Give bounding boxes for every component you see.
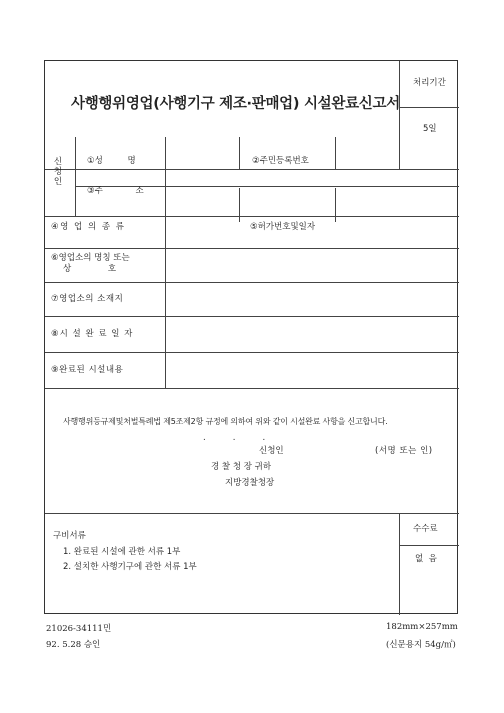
recipient-line-2: 지방경찰청장 xyxy=(225,478,275,488)
period-divider xyxy=(399,107,459,108)
attachments-heading: 구비서류 xyxy=(53,531,86,541)
processing-period-value: 5일 xyxy=(423,124,437,134)
title-divider xyxy=(399,61,400,169)
form-code: 21026-34111민 xyxy=(46,624,112,634)
facility-content-label: ⑨완료된 시설내용 xyxy=(51,365,124,375)
fee-label: 수수료 xyxy=(413,524,438,534)
declaration-statement: 사행행위등규제및처벌특례법 제5조제2항 규정에 의하여 위와 같이 시설완료 사항을 신고합니다. xyxy=(63,417,388,426)
business-name-label-1: ⑥영업소의 명칭 또는 xyxy=(51,253,130,263)
paper-type: (신문용지 54g/㎡) xyxy=(386,640,456,650)
fee-value: 없 음 xyxy=(415,554,437,564)
resident-id-label: ②주민등록번호 xyxy=(252,156,309,166)
completion-date-label: ⑧시 설 완 료 일 자 xyxy=(51,329,134,339)
attachment-item-1: 1. 완료된 시설에 관한 서류 1부 xyxy=(63,547,181,557)
declaration-date: . . . xyxy=(203,433,266,443)
business-name-label-2: 상 호 xyxy=(63,264,117,274)
applicant-group-label: 신청인 xyxy=(53,157,63,187)
paper-size: 182mm×257mm xyxy=(386,622,458,632)
name-label: ①성 명 xyxy=(87,156,136,166)
business-type-label: ④영 업 의 종 류 xyxy=(51,222,126,232)
address-label: ③주 소 xyxy=(87,186,144,196)
processing-period-label: 처리기간 xyxy=(413,78,446,88)
report-form xyxy=(44,60,458,614)
signature-note: (서명 또는 인) xyxy=(375,446,433,456)
permit-label: ⑤허가번호및일자 xyxy=(250,222,316,232)
declaration-applicant-label: 신청인 xyxy=(259,446,284,456)
approval-date: 92. 5.28 승인 xyxy=(46,640,101,650)
location-label: ⑦영업소의 소재지 xyxy=(51,294,124,304)
recipient-line-1: 경 찰 청 장 귀하 xyxy=(211,462,272,472)
attachment-item-2: 2. 설치한 사행기구에 관한 서류 1부 xyxy=(63,562,197,572)
form-title: 사행행위영업(사행기구 제조·판매업) 시설완료신고서 xyxy=(71,96,400,112)
